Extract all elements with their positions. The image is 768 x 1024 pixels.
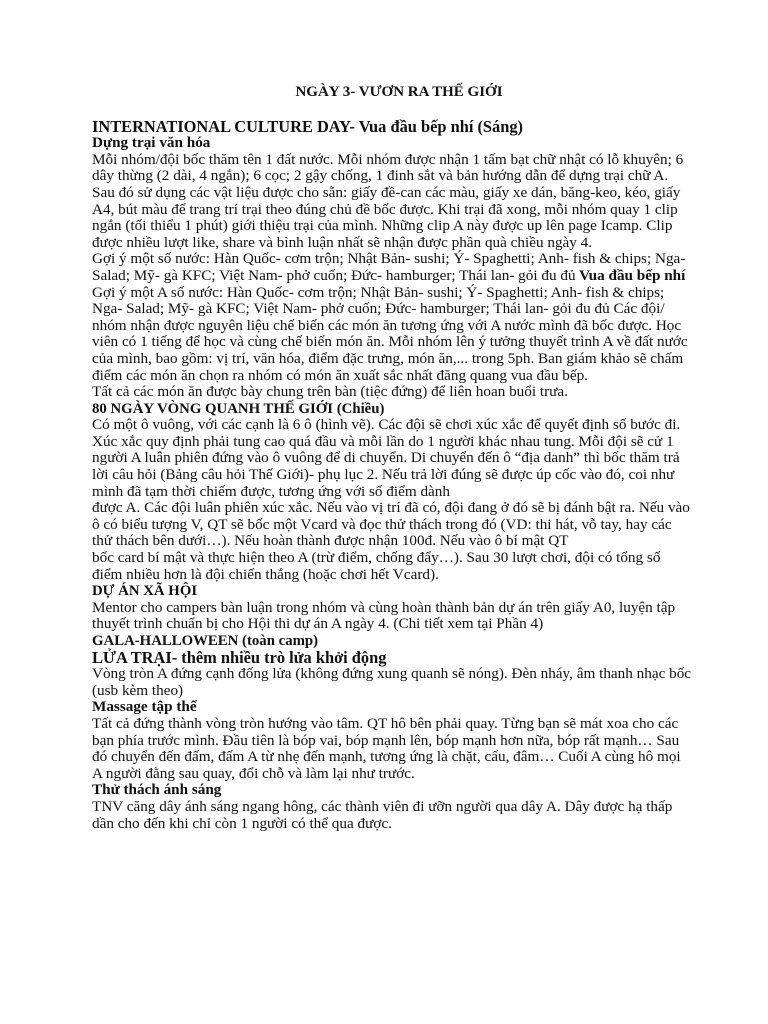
- paragraph-board-game-3: bốc card bí mật và thực hiện theo A (trừ điểm, chống đẩy…). Sau 30 lượt chơi, đội có tổng số điểm nhiều hơn là đội chiến thắng (hoặc chơi hết Vcard).: [92, 549, 661, 583]
- country-suggestions-text: Gợi ý một số nước: Hàn Quốc- cơm trộn; Nhật Bản- sushi; Ý- Spaghetti; Anh- fish & chips; Nga- Salad; Mỹ- gà KFC; Việt Nam- phở cuốn; Đức- hamburger; Thái lan- gỏi đu đủ: [92, 250, 686, 284]
- heading-junior-masterchef: Vua đầu bếp nhí: [575, 266, 686, 284]
- page-title: NGÀY 3- VƯƠN RA THẾ GIỚI: [295, 84, 503, 100]
- paragraph-masterchef-rules: Gợi ý một A số nước: Hàn Quốc- cơm trộn; Nhật Bản- sushi; Ý- Spaghetti; Anh- fish & chips; Nga- Salad; Mỹ- gà KFC; Việt Nam- phở cuốn; Đức- hamburger; Thái lan- gỏi đu đủ Các đội/ nhóm nhận được nguyên liệu chế biến các món ăn tương ứng với A nước mình đã bốc được. Học viên có 1 tiếng để học và cùng chế biến món ăn. Mỗi nhóm lên ý tưởng thuyết trình A về đất nước của mình, bao gồm: vị trí, văn hóa, điểm đặc trưng, món ăn,... trong 5ph. Ban giám khảo sẽ chấm điểm các món ăn chọn ra nhóm có món ăn xuất sắc nhất đăng quang vua đầu bếp.: [92, 283, 688, 384]
- paragraph-board-game-1: Có một ô vuông, với các cạnh là 6 ô (hình vẽ). Các đội sẽ chơi xúc xắc để quyết định số bước đi. Xúc xắc quy định phải tung cao quá đầu và mỗi lần do 1 người khác nhau tung. Mỗi đội sẽ cử 1 người A luân phiên đứng vào ô vuông để di chuyển. Di chuyển đến ô “địa danh” thì bốc thăm trả lời câu hỏi (Bảng câu hỏi Thế Giới)- phụ lục 2. Nếu trả lời đúng sẽ được úp cốc vào đó, coi như mình đã tạm thời chiếm được, tương ứng với số điểm dành: [92, 416, 681, 500]
- document-page: [92, 84, 692, 832]
- paragraph-social-project: Mentor cho campers bàn luận trong nhóm và cùng hoàn thành bản dự án trên giấy A0, luyện tập thuyết trình chuẩn bị cho Hội thi dự án A ngày 4. (Chi tiết xem tại Phần 4): [92, 598, 676, 633]
- paragraph-board-game-2: được A. Các đội luân phiên xúc xắc. Nếu vào vị trí đã có, đội đang ở đó sẽ bị đánh bật ra. Nếu vào ô có biểu tượng V, QT sẽ bốc một Vcard và đọc thử thách trong đó (VD: thi hát, vỗ tay, hay các thử thách bên dưới…). Nếu hoàn thành được nhận 100đ. Nếu vào ô bí mật QT: [92, 499, 690, 550]
- heading-group-massage: Massage tập thể: [92, 698, 197, 716]
- heading-light-challenge: Thử thách ánh sáng: [92, 781, 222, 799]
- paragraph-country-suggestions: [92, 251, 692, 284]
- section-heading-culture-day: INTERNATIONAL CULTURE DAY- Vua đầu bếp nhí (Sáng): [92, 116, 524, 136]
- paragraph-buffet: Tất cả các món ăn được bày chung trên bàn (tiệc đứng) để liên hoan buổi trưa.: [92, 383, 568, 401]
- paragraph-group-massage: Tất cả đứng thành vòng tròn hướng vào tâm. QT hô bên phải quay. Từng bạn sẽ mát xoa cho các bạn phía trước mình. Đầu tiên là bóp vai, bóp mạnh lên, bóp mạnh hơn nữa, bóp rất mạnh… Sau đó chuyển đến đấm, đấm A từ nhẹ đến mạnh, tương ứng là chặt, cấu, đâm… Cuối A cùng hô mọi A người đằng sau quay, đổi chỗ và làm lại như trước.: [92, 714, 681, 782]
- heading-campfire: LỬA TRẠI- thêm nhiều trò lửa khởi động: [92, 647, 387, 667]
- heading-culture-camp: Dựng trại văn hóa: [92, 134, 211, 152]
- paragraph-camp-instructions: Mỗi nhóm/đội bốc thăm tên 1 đất nước. Mỗi nhóm được nhận 1 tấm bạt chữ nhật có lỗ khuyên; 6 dây thừng (2 dài, 4 ngắn); 6 cọc; 2 gậy chống, 1 đinh sắt và bản hướng dẫn để dựng trại chữ A. Sau đó sử dụng các vật liệu được cho sẵn: giấy đề-can các màu, giấy xe dán, băng-keo, kéo, giấy A4, bút màu để trang trí trại theo đúng chủ đề bốc được. Khi trại đã xong, mỗi nhóm quay 1 clip ngắn (tối thiểu 1 phút) giới thiệu trại của mình. Những clip A này được up lên page Icamp. Clip được nhiều lượt like, share và bình luận nhất sẽ nhận được phần quà chiều ngày 4.: [92, 150, 684, 251]
- heading-gala-halloween: GALA-HALLOWEEN (toàn camp): [92, 633, 319, 649]
- paragraph-campfire: Vòng tròn A đứng cạnh đống lửa (không đứng xung quanh sẽ nóng). Đèn nháy, âm thanh nhạc bốc (usb kèm theo): [92, 665, 692, 699]
- paragraph-light-challenge: TNV căng dây ánh sáng ngang hông, các thành viên đi ưỡn người qua dây A. Dây được hạ thấp dần cho đến khi chỉ còn 1 người có thể qua được.: [92, 797, 673, 832]
- heading-social-project: DỰ ÁN XÃ HỘI: [92, 583, 198, 600]
- heading-80-days: 80 NGÀY VÒNG QUANH THẾ GIỚI (Chiều): [92, 400, 385, 417]
